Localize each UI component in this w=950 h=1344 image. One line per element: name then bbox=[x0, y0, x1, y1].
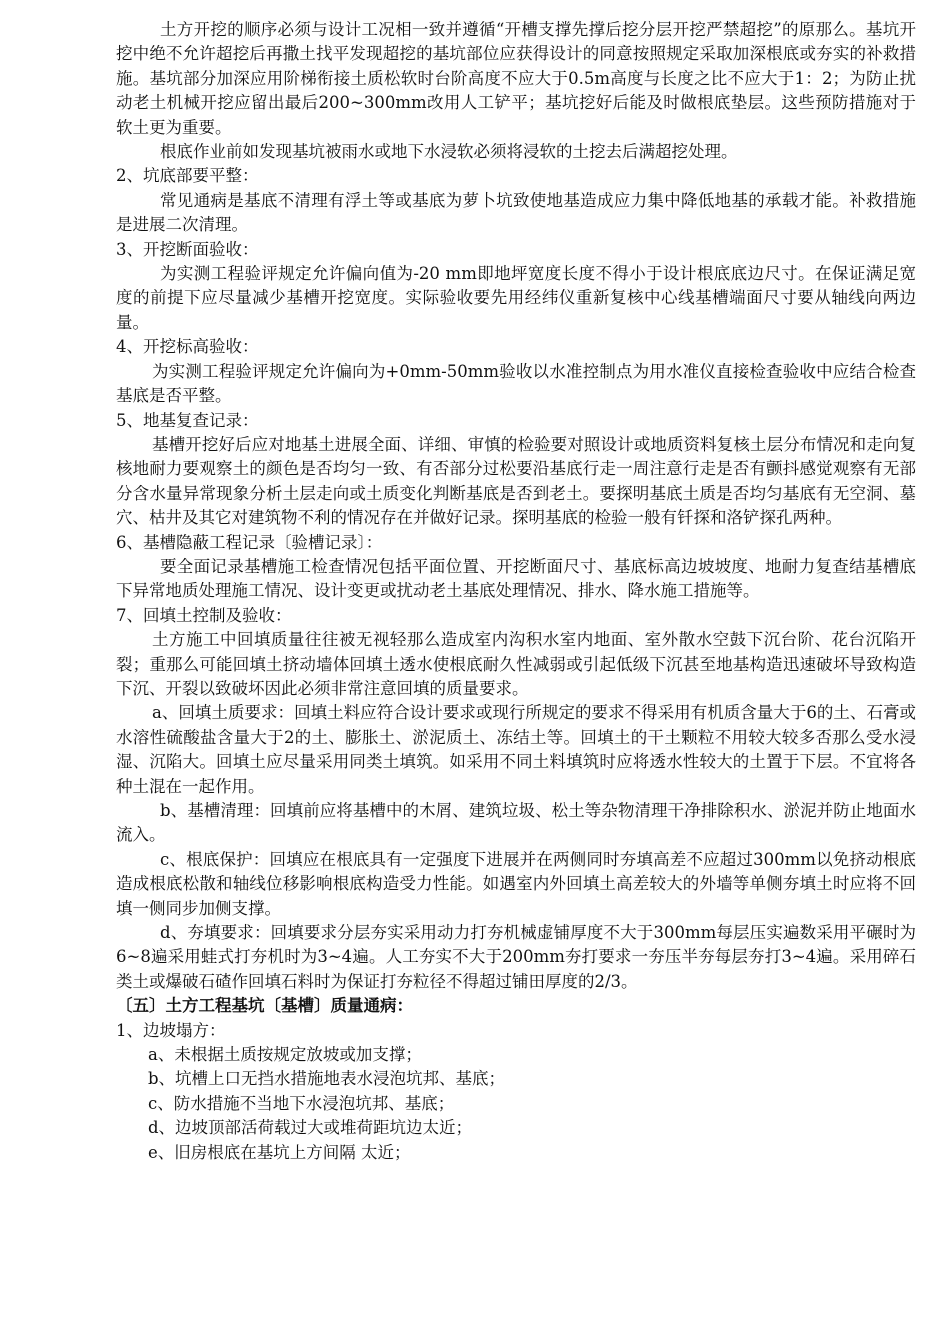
list-item: b、坑槽上口无挡水措施地表水浸泡坑邦、基底； bbox=[148, 1069, 506, 1089]
list-item: e、旧房根底在基坑上方间隔 太近； bbox=[148, 1142, 411, 1162]
heading-foundation-review: 5、地基复查记录： bbox=[116, 410, 259, 430]
heading-elevation-check: 4、开挖标高验收： bbox=[116, 337, 259, 357]
paragraph-excavation-order: 土方开挖的顺序必须与设计工况相一致并遵循“开槽支撑先撑后挖分层开挖严禁超挖”的原那么。基坑开挖中绝不允许超挖后再撒土找平发现超挖的基坑部位应获得设计的同意按照规定采取加深根底或夯实的补救措施。基坑部分加深应用阶梯衔接土质松软时台阶高度不应大于0.5m高度与长度之比不应大于1：2；为防止扰动老土机械开挖应留出最后200~300mm改用人工铲平；基坑挖好后能及时做根底垫层。这些预防措施对于软土更为重要。 bbox=[116, 20, 916, 137]
heading-slope-collapse: 1、边坡塌方： bbox=[116, 1020, 226, 1040]
paragraph-section-check: 为实测工程验评规定允许偏向值为-20 mm即地坪宽度长度不得小于设计根底底边尺寸。在保证满足宽度的前提下应尽量减少基槽开挖宽度。实际验收要先用经纬仪重新复核中心线基槽端面尺寸要从轴线向两边量。 bbox=[116, 264, 916, 332]
list-item: c、防水措施不当地下水浸泡坑邦、基底； bbox=[148, 1093, 455, 1113]
paragraph-trench-cleaning: b、基槽清理：回填前应将基槽中的木屑、建筑垃圾、松土等杂物清理干净排除积水、淤泥并防止地面水流入。 bbox=[116, 801, 916, 845]
paragraph-concealed-work: 要全面记录基槽施工检查情况包括平面位置、开挖断面尺寸、基底标高边坡坡度、地耐力复查结基槽底下异常地质处理施工情况、设计变更或扰动老土基底处理情况、排水、降水施工措施等。 bbox=[116, 556, 916, 601]
paragraph-soaked-soil: 根底作业前如发现基坑被雨水或地下水浸软必须将浸软的土挖去后满超挖处理。 bbox=[160, 142, 738, 162]
heading-backfill-control: 7、回填土控制及验收： bbox=[116, 605, 292, 625]
paragraph-pit-bottom: 常见通病是基底不清理有浮土等或基底为萝卜坑致使地基造成应力集中降低地基的承载才能。补救措施是进展二次清理。 bbox=[116, 190, 916, 235]
paragraph-elevation-check: 为实测工程验评规定允许偏向为+0mm-50mm验收以水准控制点为用水准仪直接检查验收中应结合检查基底是否平整。 bbox=[116, 361, 916, 406]
paragraph-backfill-soil: a、回填土质要求：回填土料应符合设计要求或现行所规定的要求不得采用有机质含量大于6的土、石膏或水溶性硫酸盐含量大于2的土、膨胀土、淤泥质土、冻结土等。回填土的干土颗粒不用较大较多否那么受水浸湿、沉陷大。回填土应尽量采用同类土填筑。如采用不同土料填筑时应将透水性较大的土置于下层。不宜将各种土混在一起作用。 bbox=[116, 703, 916, 796]
paragraph-foundation-review: 基槽开挖好后应对地基土进展全面、详细、审慎的检验要对照设计或地质资料复核土层分布情况和走向复核地耐力要观察土的颜色是否均匀一致、有否部分过松要沿基底行走一周注意行走是否有颤抖感觉观察有无部分含水量异常现象分析土层走向或土质变化判断基底是否到老土。要探明基底土质是否均匀基底有无空洞、墓穴、枯井及其它对建筑物不利的情况存在并做好记录。探明基底的检验一般有钎探和洛铲探孔两种。 bbox=[116, 434, 916, 528]
document-page bbox=[116, 18, 916, 1165]
heading-quality-defects: 〔五〕土方工程基坑〔基槽〕质量通病： bbox=[116, 996, 413, 1016]
heading-section-check: 3、开挖断面验收： bbox=[116, 239, 259, 259]
list-item: d、边坡顶部活荷载过大或堆荷距坑边太近； bbox=[148, 1118, 473, 1138]
heading-concealed-work: 6、基槽隐蔽工程记录〔验槽记录〕： bbox=[116, 532, 383, 552]
heading-pit-bottom: 2、坑底部要平整： bbox=[116, 166, 259, 186]
paragraph-backfill-control: 土方施工中回填质量往往被无视轻那么造成室内沟积水室内地面、室外散水空鼓下沉台阶、花台沉陷开裂；重那么可能回填土挤动墙体回填土透水使根底耐久性减弱或引起低级下沉甚至地基构造迅速破坏导致构造下沉、开裂以致破坏因此必须非常注意回填的质量要求。 bbox=[116, 630, 916, 698]
paragraph-foundation-protection: c、根底保护：回填应在根底具有一定强度下进展并在两侧同时夯填高差不应超过300mm以免挤动根底造成根底松散和轴线位移影响根底构造受力性能。如遇室内外回填土高差较大的外墙等单侧夯填土时应将不回填一侧同步加侧支撑。 bbox=[116, 849, 916, 918]
list-item: a、未根据土质按规定放坡或加支撑； bbox=[148, 1045, 422, 1065]
paragraph-compaction: d、夯填要求：回填要求分层夯实采用动力打夯机械虚铺厚度不大于300mm每层压实遍数采用平碾时为6~8遍采用蛙式打夯机时为3~4遍。人工夯实不大于200mm夯打要求一夯压半夯每层夯打3~4遍。采用碎石类土或爆破石碴作回填石料时为保证打夯粒径不得超过铺田厚度的2/3。 bbox=[116, 923, 916, 991]
